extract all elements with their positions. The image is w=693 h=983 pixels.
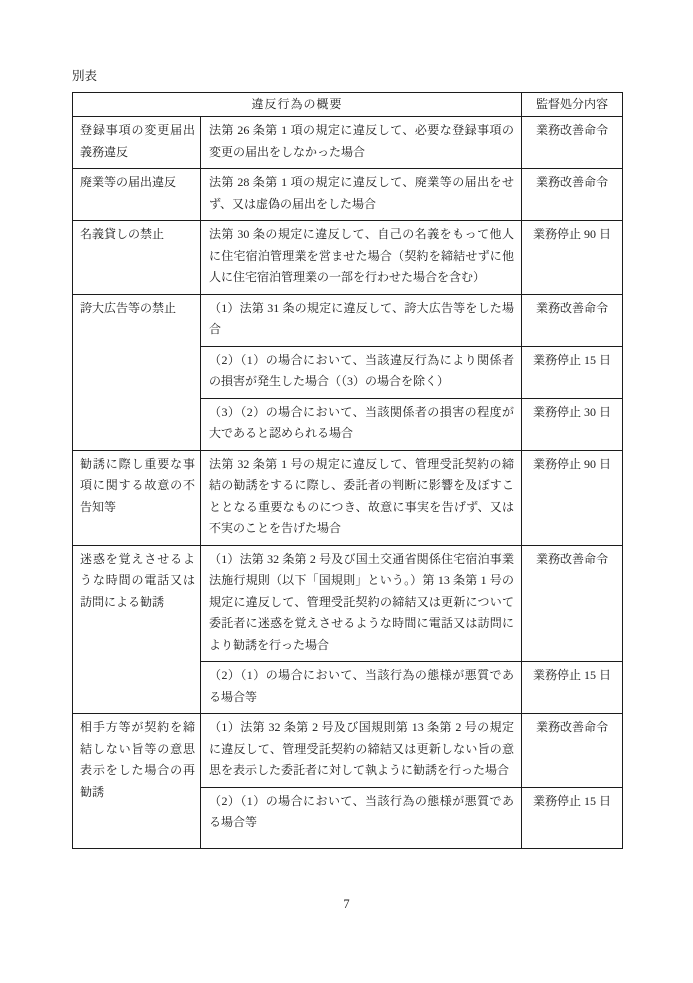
page-number: 7 [343, 897, 350, 911]
table-row [73, 714, 623, 788]
violation-category-cell: 迷惑を覚えさせるような時間の電話又は訪問による勧誘 [73, 545, 201, 714]
violation-table-body [73, 117, 623, 849]
disposition-cell: 業務停止 90 日 [522, 221, 623, 295]
violation-description-cell: （1）法第 31 条の規定に違反して、誇大広告等をした場合 [201, 294, 522, 346]
violation-category-cell: 相手方等が契約を締結しない旨等の意思表示をした場合の再勧誘 [73, 714, 201, 849]
disposition-cell: 業務改善命令 [522, 545, 623, 662]
disposition-cell: 業務停止 30 日 [522, 398, 623, 450]
disposition-cell: 業務改善命令 [522, 294, 623, 346]
violation-description-cell: （2）（1）の場合において、当該行為の態様が悪質である場合等 [201, 662, 522, 714]
violation-description-cell: （1）法第 32 条第 2 号及び国土交通省関係住宅宿泊事業法施行規則（以下「国規則」という。）第 13 条第 1 号の規定に違反して、管理受託契約の締結又は更新について委託者に迷惑を覚えさせるような時間に電話又は訪問により勧誘を行った場合 [201, 545, 522, 662]
table-row [73, 294, 623, 346]
violation-description-cell: （2）（1）の場合において、当該違反行為により関係者の損害が発生した場合（（3）の場合を除く） [201, 346, 522, 398]
disposition-cell: 業務改善命令 [522, 117, 623, 169]
table-row [73, 221, 623, 295]
disposition-cell: 業務停止 90 日 [522, 450, 623, 545]
violation-category-cell: 誇大広告等の禁止 [73, 294, 201, 450]
violation-category-cell: 登録事項の変更届出義務違反 [73, 117, 201, 169]
violation-description-cell: 法第 26 条第 1 項の規定に違反して、必要な登録事項の変更の届出をしなかった場合 [201, 117, 522, 169]
header-violation-overview: 違反行為の概要 [73, 93, 522, 117]
header-disposition: 監督処分内容 [522, 93, 623, 117]
violation-description-cell: （3）（2）の場合において、当該関係者の損害の程度が大であると認められる場合 [201, 398, 522, 450]
violation-category-cell: 名義貸しの禁止 [73, 221, 201, 295]
disposition-cell: 業務改善命令 [522, 714, 623, 788]
violation-description-cell: （2）（1）の場合において、当該行為の態様が悪質である場合等 [201, 787, 522, 848]
table-row [73, 545, 623, 662]
disposition-cell: 業務停止 15 日 [522, 787, 623, 848]
violation-description-cell: （1）法第 32 条第 2 号及び国規則第 13 条第 2 号の規定に違反して、管理受託契約の締結又は更新しない旨の意思を表示した委託者に対して執ように勧誘を行った場合 [201, 714, 522, 788]
disposition-cell: 業務停止 15 日 [522, 662, 623, 714]
violation-table [72, 92, 623, 849]
violation-category-cell: 廃業等の届出違反 [73, 169, 201, 221]
table-caption: 別表 [72, 69, 98, 83]
violation-description-cell: 法第 30 条の規定に違反して、自己の名義をもって他人に住宅宿泊管理業を営ませた場合（契約を締結せずに他人に住宅宿泊管理業の一部を行わせた場合を含む） [201, 221, 522, 295]
disposition-cell: 業務停止 15 日 [522, 346, 623, 398]
violation-category-cell: 勧誘に際し重要な事項に関する故意の不告知等 [73, 450, 201, 545]
disposition-cell: 業務改善命令 [522, 169, 623, 221]
violation-description-cell: 法第 28 条第 1 項の規定に違反して、廃業等の届出をせず、又は虚偽の届出をした場合 [201, 169, 522, 221]
table-row [73, 117, 623, 169]
table-row [73, 169, 623, 221]
table-row [73, 450, 623, 545]
violation-description-cell: 法第 32 条第 1 号の規定に違反して、管理受託契約の締結の勧誘をするに際し、委託者の判断に影響を及ぼすこととなる重要なものにつき、故意に事実を告げず、又は不実のことを告げた場合 [201, 450, 522, 545]
table-header-row [73, 93, 623, 117]
